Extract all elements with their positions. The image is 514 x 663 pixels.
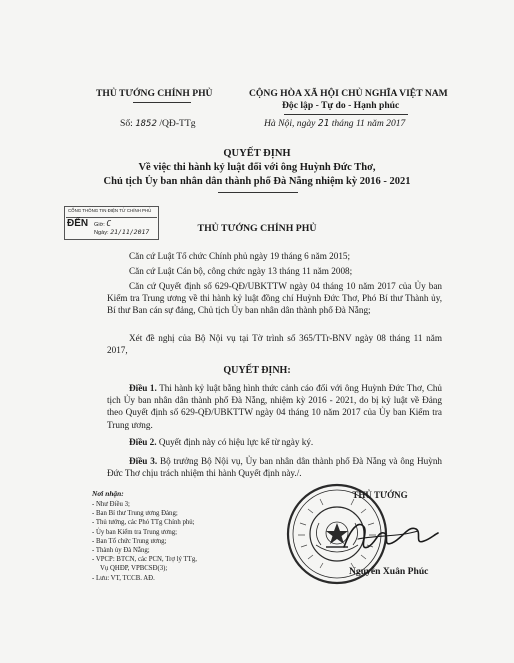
title-subject-1: Về việc thi hành kỷ luật đối với ông Huỳnh Đức Thơ,: [138, 162, 376, 173]
basis-4: Xét đề nghị của Bộ Nội vụ tại Tờ trình số 365/TTr-BNV ngày 08 tháng 11 năm 2017,: [107, 333, 442, 356]
recipient-item: - Ủy ban Kiểm tra Trung ương;: [92, 528, 178, 536]
recipient-item: - Thủ tướng, các Phó TTg Chính phủ;: [92, 519, 195, 527]
agency-underline: [133, 102, 191, 103]
stamp-date-value: 21/11/2017: [110, 228, 150, 236]
recipient-item: - Ban Tổ chức Trung ương;: [92, 537, 167, 545]
recipient-item: Vụ QHĐP, VPBCSĐ(3);: [100, 565, 168, 573]
number-suffix: /QĐ-TTg: [159, 118, 196, 129]
basis-1: [107, 250, 442, 262]
recipient-item: - Thành ủy Đà Nẵng;: [92, 547, 150, 555]
stamp-time-label: Giờ:: [94, 222, 105, 228]
basis-2: [107, 265, 442, 277]
basis-3: Căn cứ Quyết định số 629-QĐ/UBKTTW ngày 04 tháng 10 năm 2017 của Ủy ban Kiểm tra Trung ương về thi hành kỷ luật đồng chí Huỳnh Đức Thơ, Phó Bí thư Thành ủy, Bí thư Ban cán sự đảng, Chủ tịch Ủy ban nhân dân thành phố Đà Nẵng;: [107, 281, 442, 316]
document-number: [120, 118, 196, 129]
basis-1-text: Căn cứ Luật Tổ chức Chính phủ ngày 19 tháng 6 năm 2015;: [129, 251, 351, 261]
authority-heading: THỦ TƯỚNG CHÍNH PHỦ: [197, 223, 317, 234]
article-1-label: Điều 1.: [129, 383, 157, 393]
place-date: [264, 118, 405, 129]
article-2: [107, 436, 442, 448]
article-3: [107, 455, 442, 479]
stamp-den: ĐẾN: [67, 218, 89, 229]
article-1-text: Thi hành kỷ luật bằng hình thức cảnh cáo đối với ông Huỳnh Đức Thơ, Chủ tịch Ủy ban nhân dân thành phố Đà Nẵng, nhiệm kỳ 2016 - 2021, do bị kỷ luật về Đảng theo Quyết định số 629-QĐ/UBKTTW ngày 04 tháng 10 năm 2017 của Ủy ban Kiểm tra Trung ương.: [107, 383, 443, 430]
handwritten-signature-icon: [338, 517, 442, 557]
decision-title: QUYẾT ĐỊNH: [223, 148, 291, 159]
motto-underline: [284, 114, 408, 115]
basis-2-text: Căn cứ Luật Cán bộ, công chức ngày 13 tháng 11 năm 2008;: [129, 266, 353, 276]
article-3-text: Bộ trưởng Bộ Nội vụ, Ủy ban nhân dân thành phố Đà Nẵng và ông Huỳnh Đức Thơ chịu trách nhiệm thi hành Quyết định này./.: [107, 456, 443, 479]
number-value: 1852: [135, 119, 157, 129]
date-prefix: Hà Nội, ngày: [264, 118, 316, 129]
article-1: [107, 382, 442, 431]
recipient-item: - Ban Bí thư Trung ương Đảng;: [92, 510, 178, 518]
article-2-text: Quyết định này có hiệu lực kể từ ngày ký.: [158, 437, 314, 447]
recipients-list: [92, 500, 197, 583]
date-suffix: tháng 11 năm 2017: [331, 118, 406, 129]
recipient-item: - Lưu: VT, TCCB. AĐ.: [92, 574, 155, 582]
article-3-label: Điều 3.: [129, 456, 158, 466]
country-name: CỘNG HÒA XÃ HỘI CHỦ NGHĨA VIỆT NAM: [249, 88, 448, 99]
stamp-time-value: C: [106, 219, 112, 228]
title-subject-2: Chủ tịch Ủy ban nhân dân thành phố Đà Nẵng nhiệm kỳ 2016 - 2021: [103, 176, 411, 187]
decision-heading: QUYẾT ĐỊNH:: [223, 365, 291, 376]
stamp-header: CỔNG THÔNG TIN ĐIỆN TỬ CHÍNH PHỦ: [68, 208, 152, 213]
date-day: 21: [317, 118, 330, 129]
stamp-date-label: Ngày:: [94, 230, 109, 236]
signer-name: Nguyễn Xuân Phúc: [349, 566, 429, 577]
signature-title: THỦ TƯỚNG: [352, 490, 408, 500]
title-underline: [218, 192, 298, 193]
recipient-item: - VPCP: BTCN, các PCN, Trợ lý TTg,: [92, 556, 197, 564]
national-motto: Độc lập - Tự do - Hạnh phúc: [282, 100, 400, 111]
number-label: Số:: [120, 118, 133, 129]
recipient-item: - Như Điều 3;: [92, 501, 130, 508]
article-2-label: Điều 2.: [129, 437, 157, 447]
issuing-agency: THỦ TƯỚNG CHÍNH PHỦ: [96, 88, 213, 99]
recipients-heading: Nơi nhận:: [92, 489, 124, 498]
